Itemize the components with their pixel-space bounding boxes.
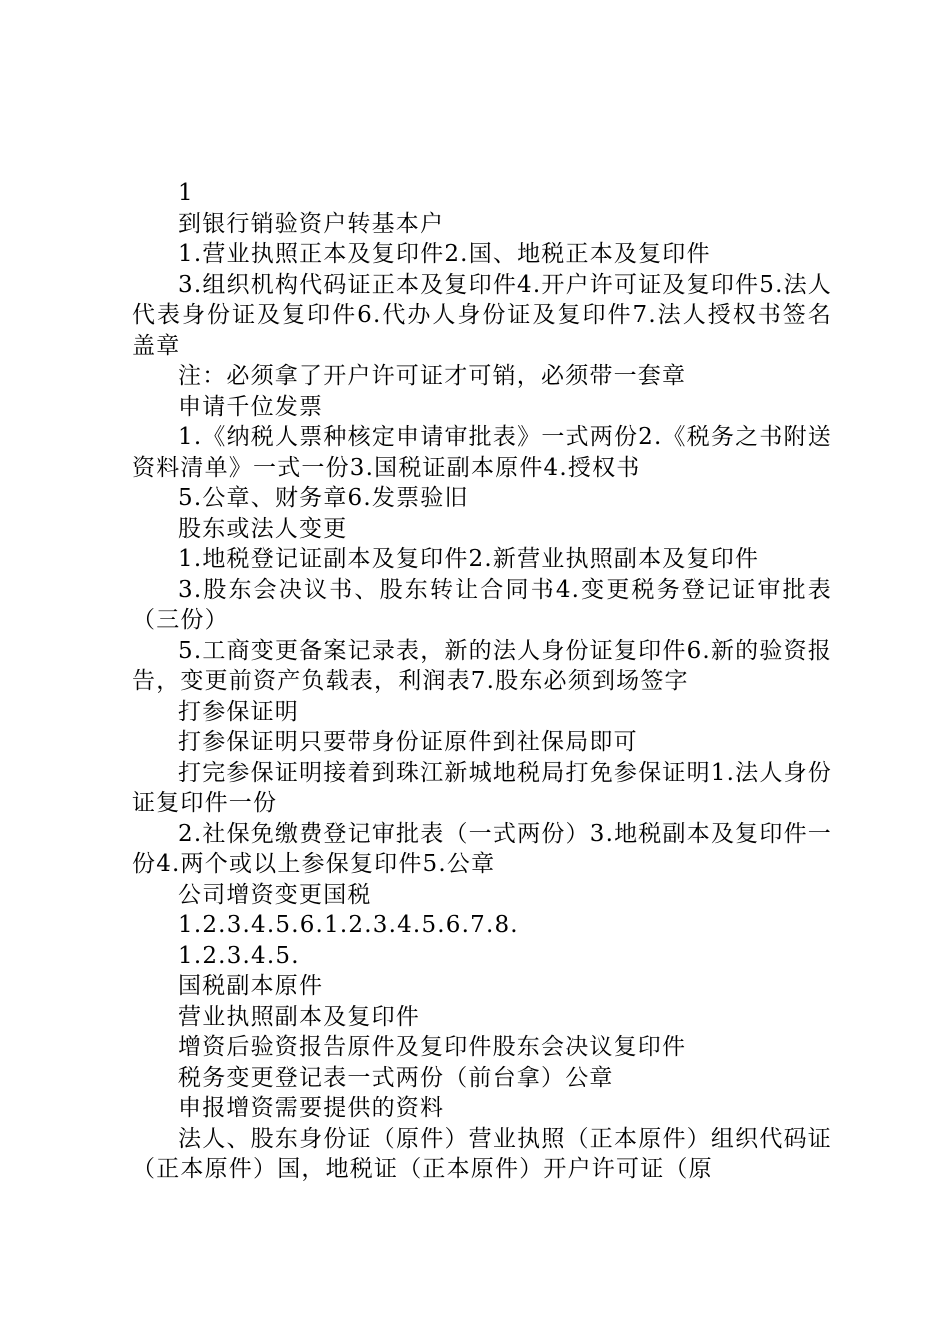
page-number: 1 xyxy=(178,180,194,206)
paragraph: 1.2.3.4.5. xyxy=(178,942,300,969)
note-paragraph: 注：必须拿了开户许可证才可销，必须带一套章 xyxy=(178,363,687,389)
paragraph: 法人、股东身份证（原件）营业执照（正本原件）组织代码证（正本原件）国，地税证（正本原件）开户许可证（原 xyxy=(132,1125,832,1182)
paragraph: 3.股东会决议书、股东转让合同书4.变更税务登记证审批表（三份） xyxy=(132,576,832,633)
paragraph: 1.《纳税人票种核定申请审批表》一式两份2.《税务之书附送资料清单》一式一份3.国税证副本原件4.授权书 xyxy=(132,424,832,481)
paragraph: 国税副本原件 xyxy=(178,973,324,999)
section-heading-bank-account: 到银行销验资户转基本户 xyxy=(178,210,445,237)
paragraph: 打完参保证明接着到珠江新城地税局打免参保证明1.法人身份证复印件一份 xyxy=(132,759,832,816)
paragraph: 3.组织机构代码证正本及复印件4.开户许可证及复印件5.法人代表身份证及复印件6.代办人身份证及复印件7.法人授权书签名盖章 xyxy=(132,271,832,359)
paragraph: 税务变更登记表一式两份（前台拿）公章 xyxy=(178,1064,614,1091)
paragraph: 1.2.3.4.5.6.1.2.3.4.5.6.7.8. xyxy=(178,912,519,938)
section-heading-shareholder-change: 股东或法人变更 xyxy=(178,515,348,542)
paragraph: 1.营业执照正本及复印件2.国、地税正本及复印件 xyxy=(178,241,711,267)
paragraph: 2.社保免缴费登记审批表（一式两份）3.地税副本及复印件一份4.两个或以上参保复印件5.公章 xyxy=(132,820,832,877)
paragraph: 1.地税登记证副本及复印件2.新营业执照副本及复印件 xyxy=(178,546,760,572)
section-heading-capital-materials: 申报增资需要提供的资料 xyxy=(178,1095,445,1121)
section-heading-capital-increase: 公司增资变更国税 xyxy=(178,881,372,908)
paragraph: 增资后验资报告原件及复印件股东会决议复印件 xyxy=(178,1034,687,1060)
section-heading-insurance-proof: 打参保证明 xyxy=(178,698,299,725)
paragraph: 5.工商变更备案记录表，新的法人身份证复印件6.新的验资报告，变更前资产负载表，利润表7.股东必须到场签字 xyxy=(132,637,832,694)
document-body xyxy=(132,178,832,1185)
paragraph: 打参保证明只要带身份证原件到社保局即可 xyxy=(178,729,638,755)
paragraph: 营业执照副本及复印件 xyxy=(178,1003,420,1030)
paragraph: 5.公章、财务章6.发票验旧 xyxy=(178,485,469,511)
section-heading-invoice: 申请千位发票 xyxy=(178,393,324,420)
